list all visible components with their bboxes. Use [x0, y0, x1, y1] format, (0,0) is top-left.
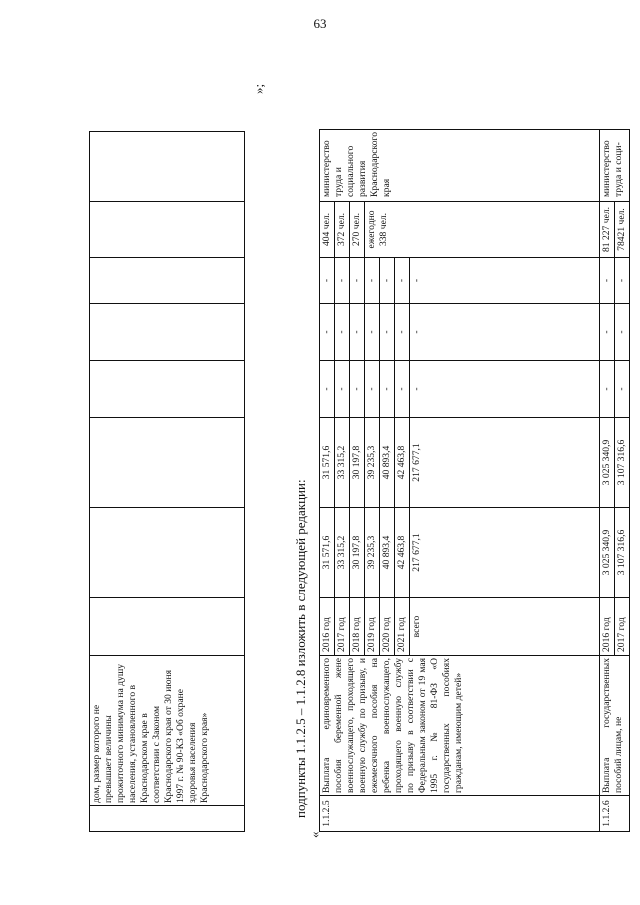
regional-budget-amount: 33 315,2: [335, 418, 350, 508]
dash-cell: -: [320, 304, 335, 361]
recipients-count: 78421 чел.: [615, 202, 630, 258]
dash-cell: -: [380, 361, 395, 418]
recipients-count: ежегодно 338 чел.: [365, 202, 600, 258]
table-row: [600, 129, 615, 831]
year-cell: 2018 год: [350, 598, 365, 656]
item-number: 1.1.2.5: [320, 796, 600, 832]
total-amount: 31 571,6: [320, 508, 335, 598]
total-amount: 39 235,3: [365, 508, 380, 598]
dash-cell: -: [395, 361, 410, 418]
empty-cell: [90, 304, 245, 361]
dash-cell: -: [350, 304, 365, 361]
regional-budget-amount: 30 197,8: [350, 418, 365, 508]
empty-cell: [90, 202, 245, 258]
dash-cell: -: [380, 304, 395, 361]
dash-cell: -: [615, 258, 630, 304]
year-cell: всего: [410, 598, 600, 656]
rotated-page-content: [87, 72, 632, 838]
recipients-count: 404 чел.: [320, 202, 335, 258]
year-cell: 2019 год: [365, 598, 380, 656]
total-amount: 33 315,2: [335, 508, 350, 598]
dash-cell: -: [380, 258, 395, 304]
table-row: [320, 129, 335, 831]
dash-cell: -: [395, 258, 410, 304]
regional-budget-amount: 217 677,1: [410, 418, 600, 508]
empty-cell: [90, 418, 245, 508]
dash-cell: -: [320, 361, 335, 418]
dash-cell: -: [335, 258, 350, 304]
dash-cell: -: [365, 361, 380, 418]
dash-cell: -: [615, 304, 630, 361]
closing-quote: »;: [251, 83, 266, 94]
regional-budget-amount: 39 235,3: [365, 418, 380, 508]
dash-cell: -: [615, 361, 630, 418]
recipients-count: 81 227 чел.: [600, 202, 615, 258]
page-number: 63: [313, 16, 327, 31]
dash-cell: -: [600, 361, 615, 418]
empty-cell: [90, 806, 245, 832]
empty-cell: [90, 132, 245, 202]
item-description: Выплата государственных пособий лицам, не: [600, 656, 630, 796]
empty-cell: [90, 258, 245, 304]
regional-budget-amount: 42 463,8: [395, 418, 410, 508]
dash-cell: -: [395, 304, 410, 361]
year-cell: 2016 год: [600, 598, 615, 656]
year-cell: 2017 год: [615, 598, 630, 656]
regional-budget-amount: 31 571,6: [320, 418, 335, 508]
empty-cell: [90, 508, 245, 598]
benefit-condition-text: дом, размер которого не превышает величины прожиточного минимума на душу населения, установленного в Краснодарском крае в соответствии с Законом Краснодарского края от 30 июня 1997 г. № 90-КЗ «Об охране здоровья населения Краснодарского края»: [90, 656, 245, 806]
total-amount: 42 463,8: [395, 508, 410, 598]
regional-budget-amount: 40 893,4: [380, 418, 395, 508]
regional-budget-amount: 3 107 316,6: [615, 418, 630, 508]
year-cell: 2017 год: [335, 598, 350, 656]
dash-cell: -: [410, 304, 600, 361]
continuation-table: [89, 131, 245, 832]
item-description: Выплата единовременного пособия беременной жене военнослужащего, проходящего военную службу по призыву, и ежемесячного пособия на ребенка военнослужащего, проходящего военную службу по призыву в соответствии с Федеральным законом от 19 мая 1995 г. № 81-ФЗ «О государственных пособиях гражданам, имеющим детей»: [320, 656, 600, 796]
dash-cell: -: [410, 361, 600, 418]
dash-cell: -: [410, 258, 600, 304]
dash-cell: -: [365, 258, 380, 304]
total-amount: 3 025 340,9: [600, 508, 615, 598]
dash-cell: -: [350, 258, 365, 304]
dash-cell: -: [600, 258, 615, 304]
year-cell: 2020 год: [380, 598, 395, 656]
dash-cell: -: [350, 361, 365, 418]
total-amount: 30 197,8: [350, 508, 365, 598]
regional-budget-amount: 3 025 340,9: [600, 418, 615, 508]
opening-quote: «: [307, 831, 322, 838]
dash-cell: -: [600, 304, 615, 361]
dash-cell: -: [320, 258, 335, 304]
dash-cell: -: [365, 304, 380, 361]
year-cell: 2016 год: [320, 598, 335, 656]
recipients-count: 372 чел.: [335, 202, 350, 258]
total-amount: 217 677,1: [410, 508, 600, 598]
program-measures-table: [319, 129, 630, 832]
responsible-ministry: министерство труда и соци-: [600, 129, 630, 201]
dash-cell: -: [335, 361, 350, 418]
empty-cell: [90, 598, 245, 656]
empty-cell: [90, 361, 245, 418]
total-amount: 3 107 316,6: [615, 508, 630, 598]
responsible-ministry: министерство труда и социального развития Краснодарского края: [320, 129, 600, 201]
recipients-count: 270 чел.: [350, 202, 365, 258]
total-amount: 40 893,4: [380, 508, 395, 598]
dash-cell: -: [335, 304, 350, 361]
year-cell: 2021 год: [395, 598, 410, 656]
item-number: 1.1.2.6: [600, 796, 630, 832]
section-heading: подпункты 1.1.2.5 – 1.1.2.8 изложить в следующей редакции:: [293, 479, 308, 818]
